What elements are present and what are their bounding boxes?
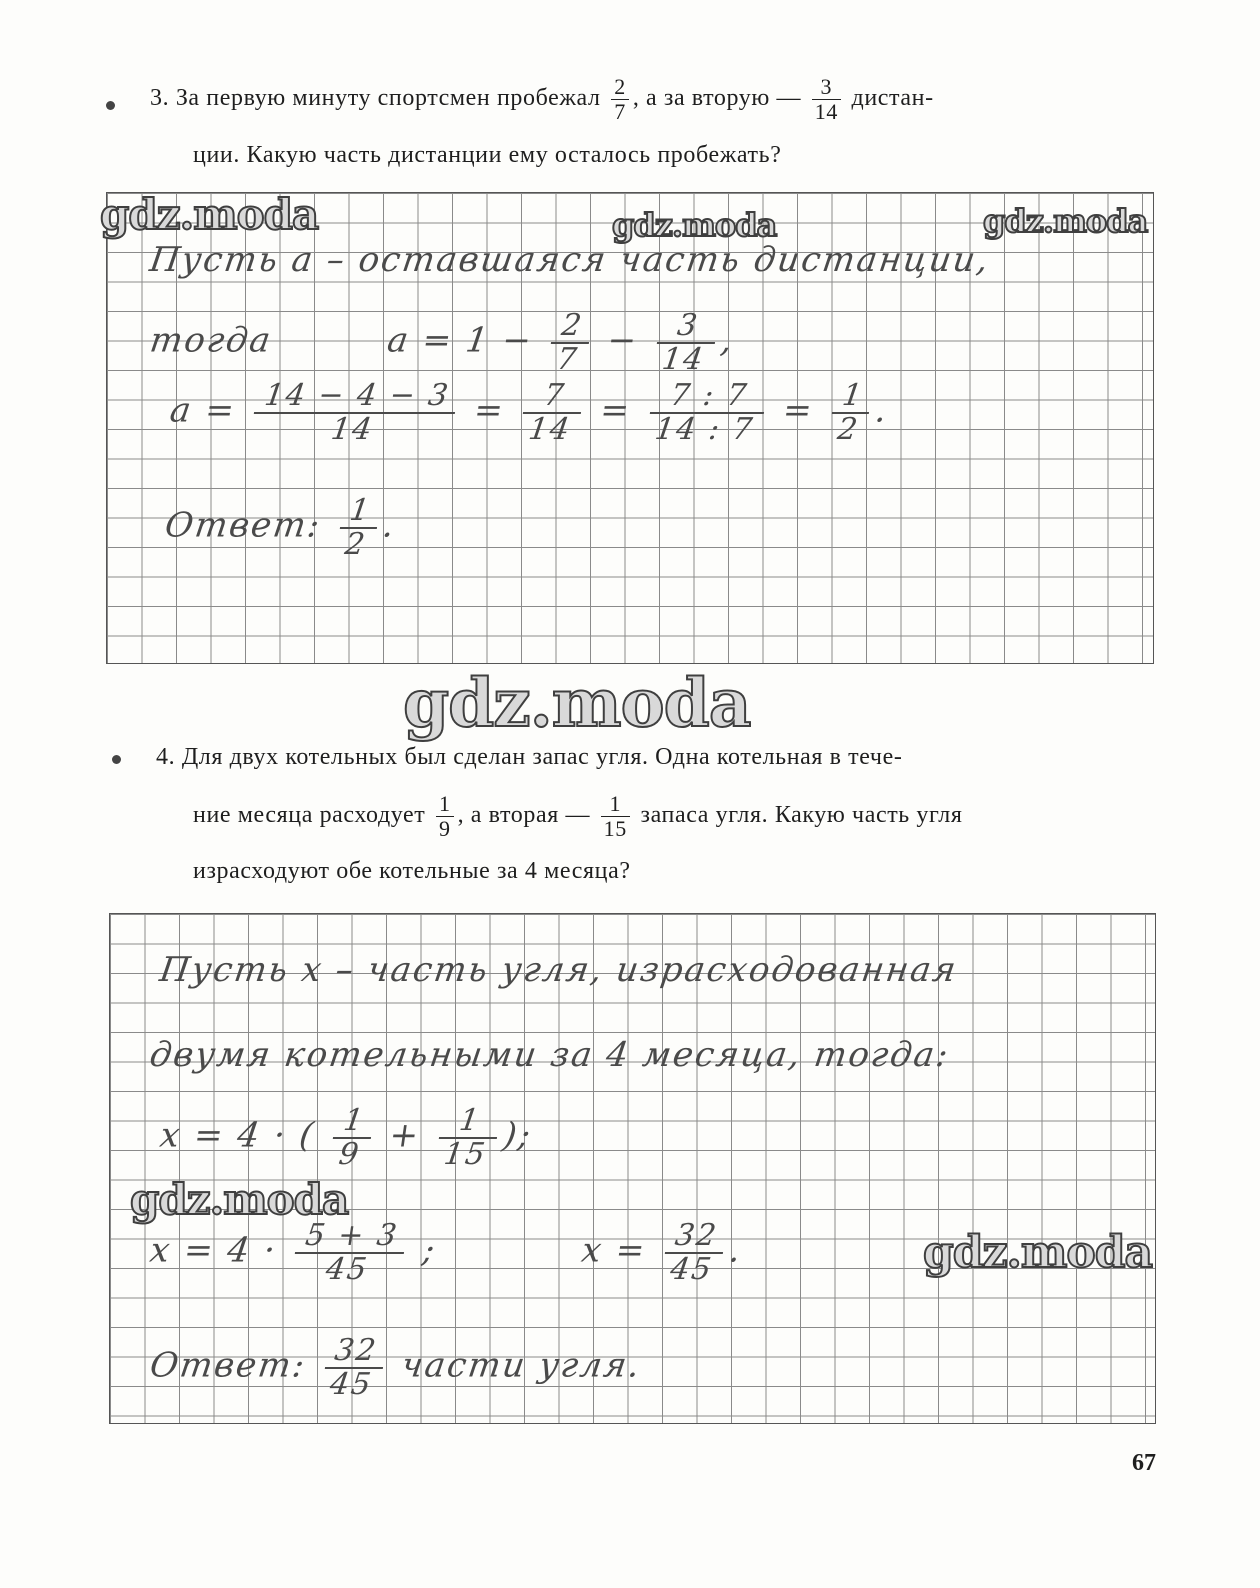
- watermark-4: gdz.moda: [403, 664, 751, 742]
- task-3-line-2: ции. Какую часть дистанции ему осталось пробежать?: [193, 142, 782, 168]
- watermark-3: gdz.moda: [983, 202, 1148, 240]
- solution-4-line-4: x = 4 · $\frac{5 + 3}{45}$ ; x = $\frac{32}{45}$ .: [147, 1218, 746, 1287]
- solution-4-line-3: x = 4 · ( $\frac{1}{9}$ + $\frac{1}{15}$ );: [157, 1103, 535, 1172]
- watermark-5: gdz.moda: [130, 1175, 349, 1224]
- task-4-number: 4.: [156, 744, 176, 770]
- watermark-6: gdz.moda: [923, 1227, 1153, 1278]
- task-4-fraction-2: $\frac{1}{15}$: [601, 792, 630, 841]
- task-3-fraction-1: $\frac{2}{7}$: [611, 75, 629, 124]
- task-4-fraction-1: $\frac{1}{9}$: [436, 792, 454, 841]
- task-4-bullet: [112, 755, 121, 764]
- task-4-text-line-1: Для двух котельных был сделан запас угля. Одна котельная в тече-: [181, 744, 903, 770]
- task-3-bullet: [106, 101, 115, 110]
- solution-3-line-3: a = $\frac{14 - 4 - 3}{14}$ = $\frac{7}{14}$ = $\frac{7 : 7}{14 : 7}$ = $\frac{1}{2}$ .: [167, 378, 892, 447]
- task-3-number: 3.: [150, 85, 170, 112]
- task-3-fraction-2: $\frac{3}{14}$: [812, 75, 841, 124]
- task-3-text-start: За первую минуту спортсмен пробежал: [175, 85, 601, 112]
- solution-4-line-1: Пусть x – часть угля, израсходованная: [157, 950, 961, 990]
- task-4-line-2: ние месяца расходует $\frac{1}{9}$ , а вторая — $\frac{1}{15}$ запаса угля. Какую часть угля: [193, 791, 963, 841]
- solution-3-line-1: Пусть a – оставшаяся часть дистанции,: [147, 240, 993, 280]
- task-4-line-3: израсходуют обе котельные за 4 месяца?: [193, 858, 631, 884]
- page-number: 67: [1132, 1450, 1156, 1476]
- watermark-2: gdz.moda: [612, 206, 777, 244]
- task-4-line-1: [156, 744, 902, 771]
- solution-3-answer: Ответ: $\frac{1}{2}$ .: [162, 493, 399, 562]
- task-3-text-end: дистан-: [851, 85, 934, 112]
- solution-4-answer: Ответ: $\frac{32}{45}$ части угля.: [147, 1333, 644, 1402]
- watermark-1: gdz.moda: [100, 190, 319, 239]
- task-3-text-middle: , а за вторую —: [632, 85, 802, 112]
- task-3-line-1: [150, 75, 934, 124]
- solution-4-line-2: двумя котельными за 4 месяца, тогда:: [147, 1035, 953, 1075]
- solution-3-line-2: тогда a = 1 − $\frac{2}{7}$ − $\frac{3}{14}$ ,: [147, 308, 737, 377]
